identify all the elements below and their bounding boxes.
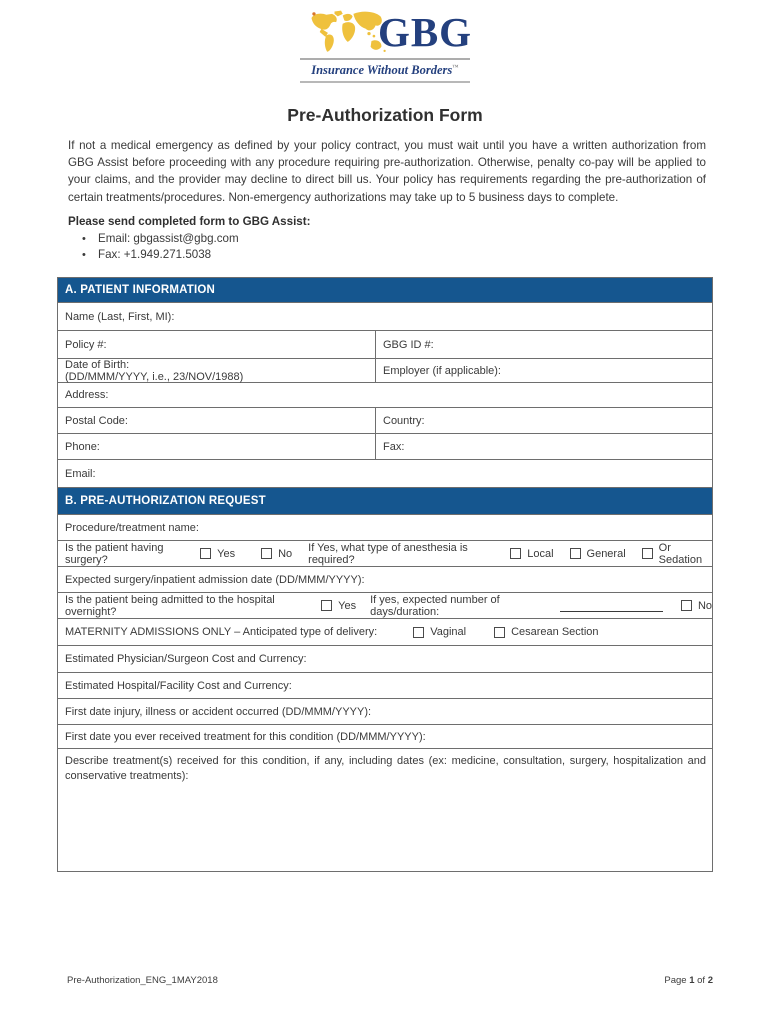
table-row <box>58 619 712 646</box>
table-row <box>58 749 712 871</box>
duration-fill-line[interactable] <box>560 600 663 612</box>
field-patient-name[interactable] <box>58 303 712 330</box>
field-label: Employer (if applicable): <box>383 364 501 377</box>
overnight-question-label: Is the patient being admitted to the hospital overnight? <box>65 593 275 618</box>
checkbox-overnight-no[interactable] <box>681 600 692 611</box>
checkbox-label-vaginal: Vaginal <box>430 626 467 638</box>
tagline-text: Insurance Without Borders <box>311 63 453 77</box>
table-row <box>58 331 712 359</box>
field-label: Name (Last, First, MI): <box>65 310 175 323</box>
table-row <box>58 408 712 434</box>
checkbox-anesthesia-sedation[interactable] <box>642 548 653 559</box>
field-physician-cost[interactable] <box>58 646 712 672</box>
table-row <box>58 434 712 460</box>
table-row <box>58 541 712 567</box>
field-first-treatment-date[interactable] <box>58 725 712 748</box>
page-label: Page <box>664 975 687 986</box>
checkbox-label-no: No <box>278 547 293 560</box>
field-procedure-name[interactable] <box>58 515 712 540</box>
checkbox-anesthesia-local[interactable] <box>510 548 521 559</box>
maternity-label: MATERNITY ADMISSIONS ONLY – Anticipated type of delivery: <box>65 626 378 638</box>
checkbox-label-yes: Yes <box>338 599 357 612</box>
field-overnight-question <box>58 593 712 618</box>
logo-top <box>300 8 473 56</box>
document-id: Pre-Authorization_ENG_1MAY2018 <box>67 975 218 986</box>
send-instructions <box>68 214 706 263</box>
field-label: Postal Code: <box>65 414 128 427</box>
intro-paragraph: If not a medical emergency as defined by your policy contract, you must wait until you have a written authorization from GBG Assist before proceeding with any procedure requiring pre-authorization. Otherwise, penalty co-pay will be applied to your claims, and the provider may decline to direct bill us. Your policy has requirements regarding the pre-authorization of certain treatments/procedures. Non-emergency authorizations may take up to 5 business days to complete. <box>68 139 706 204</box>
anesthesia-question-label: If Yes, what type of anesthesia is required? <box>308 541 468 566</box>
page-number: 1 <box>689 975 695 986</box>
field-phone[interactable] <box>58 434 376 459</box>
table-row <box>58 515 712 541</box>
gbg-logo <box>300 8 473 83</box>
field-label: Estimated Physician/Surgeon Cost and Currency: <box>65 653 307 665</box>
section-b-header: B. PRE-AUTHORIZATION REQUEST <box>58 488 712 515</box>
checkbox-label-general: General <box>586 547 626 560</box>
field-describe-treatments[interactable] <box>58 749 712 871</box>
table-row <box>58 593 712 619</box>
checkbox-anesthesia-general[interactable] <box>570 548 581 559</box>
field-hospital-cost[interactable] <box>58 673 712 698</box>
table-row <box>58 673 712 699</box>
field-admission-date[interactable] <box>58 567 712 592</box>
checkbox-label-or-sedation: Or Sedation <box>658 541 703 566</box>
field-label: Date of Birth: <box>65 358 130 371</box>
field-address[interactable] <box>58 383 712 407</box>
field-label: Country: <box>383 414 425 427</box>
field-email[interactable] <box>58 460 712 487</box>
table-row <box>58 359 712 383</box>
field-country[interactable] <box>376 408 712 433</box>
section-a-header: A. PATIENT INFORMATION <box>58 278 712 303</box>
table-row <box>58 383 712 408</box>
logo-tagline <box>300 58 470 83</box>
table-row <box>58 699 712 725</box>
duration-label: If yes, expected number of days/duration: <box>370 593 500 618</box>
brand-wordmark: GBG <box>377 8 473 55</box>
field-postal-code[interactable] <box>58 408 376 433</box>
checkbox-delivery-cesarean[interactable] <box>494 627 505 638</box>
field-fax[interactable] <box>376 434 712 459</box>
table-row <box>58 460 712 488</box>
field-policy-number[interactable] <box>58 331 376 358</box>
send-instructions-heading: Please send completed form to GBG Assist: <box>68 214 311 228</box>
checkbox-label-cesarean: Cesarean Section <box>511 626 599 638</box>
field-employer[interactable] <box>376 359 712 382</box>
field-label-hint: (DD/MMM/YYYY, i.e., 23/NOV/1988) <box>65 370 244 383</box>
pre-authorization-table <box>57 277 713 872</box>
field-label: Email: <box>65 467 96 480</box>
table-row <box>58 303 712 331</box>
total-pages: 2 <box>707 975 713 986</box>
field-label: GBG ID #: <box>383 338 434 351</box>
field-label: First date injury, illness or accident occurred (DD/MMM/YYYY): <box>65 705 372 718</box>
send-email-item: • Email: gbgassist@gbg.com <box>68 231 706 247</box>
send-instructions-list <box>68 231 706 263</box>
field-label: Address: <box>65 389 109 401</box>
field-label: First date you ever received treatment for this condition (DD/MMM/YYYY): <box>65 730 426 743</box>
page-indicator <box>664 975 713 986</box>
send-fax-item: • Fax: +1.949.271.5038 <box>68 247 706 263</box>
page-footer <box>67 975 713 986</box>
field-date-of-birth[interactable] <box>58 359 376 382</box>
field-label: Estimated Hospital/Facility Cost and Currency: <box>65 679 292 692</box>
checkbox-label-local: Local <box>527 547 554 560</box>
table-row <box>58 646 712 673</box>
page-title: Pre-Authorization Form <box>287 105 483 125</box>
checkbox-label-no: No <box>697 599 712 612</box>
field-gbg-id[interactable] <box>376 331 712 358</box>
table-row <box>58 567 712 593</box>
table-row <box>58 725 712 749</box>
checkbox-overnight-yes[interactable] <box>321 600 332 611</box>
field-label: Expected surgery/inpatient admission date (DD/MMM/YYYY): <box>65 573 365 586</box>
field-label: Procedure/treatment name: <box>65 521 199 534</box>
checkbox-surgery-yes[interactable] <box>200 548 211 559</box>
field-label: Policy #: <box>65 338 107 351</box>
field-label: Phone: <box>65 440 100 453</box>
checkbox-label-yes: Yes <box>217 547 236 560</box>
field-surgery-question <box>58 541 712 566</box>
field-label: Fax: <box>383 440 405 453</box>
checkbox-delivery-vaginal[interactable] <box>413 627 424 638</box>
field-maternity-delivery <box>58 619 712 645</box>
field-first-injury-date[interactable] <box>58 699 712 724</box>
surgery-question-label: Is the patient having surgery? <box>65 541 164 566</box>
field-label: Describe treatment(s) received for this condition, if any, including dates (ex: medicine, consultation, surgery, hospitalization and conservative treatments): <box>65 755 706 782</box>
checkbox-surgery-no[interactable] <box>261 548 272 559</box>
trademark-symbol: ™ <box>452 63 459 71</box>
of-label: of <box>697 975 706 986</box>
